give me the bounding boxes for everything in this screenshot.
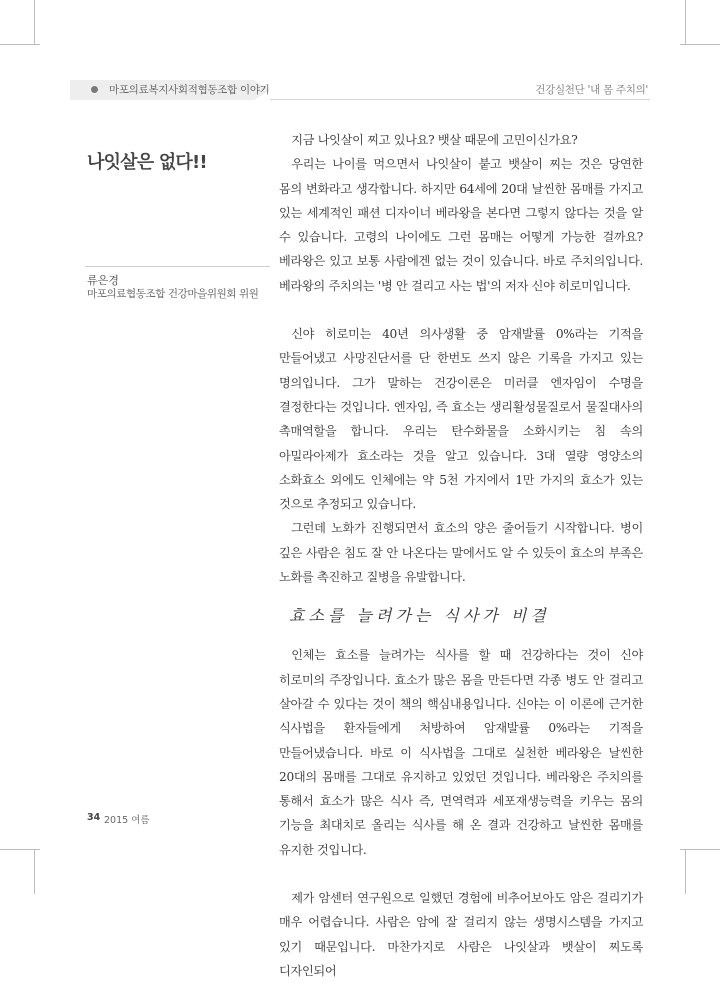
body-paragraph: 제가 암센터 연구원으로 일했던 경험에 비추어보아도 암은 걸리기가 매우 어렵습니다. 사람은 암에 잘 걸리지 않는 생명시스템을 가지고 있기 때문입니다. 마찬가지로 사람은 나잇살과 뱃살이 찌도록 디자인되어: [279, 891, 643, 978]
article-body: [279, 128, 643, 983]
header-rule: [270, 99, 650, 100]
crop-mark: [34, 850, 35, 894]
body-paragraph: 우리는 나이를 먹으면서 나잇살이 붙고 뱃살이 찌는 것은 당연한 몸의 변화라고 생각합니다. 하지만 64세에 20대 날씬한 몸매를 가지고 있는 세계적인 패션 디자이너 베라왕을 본다면 그렇지 않다는 것을 알 수 있습니다. 고령의 나이에도 그런 몸매는 어떻게 가능한 걸까요? 베라왕은 있고 보통 사람에겐 없는 것이 있습니다. 바로 주치의입니다. 베라왕의 주치의는 '병 안 걸리고 사는 법'의 저자 신야 히로미입니다.: [279, 157, 643, 293]
crop-mark: [685, 850, 686, 894]
body-paragraph: 지금 나잇살이 찌고 있나요? 뱃살 때문에 고민이신가요?: [291, 133, 578, 147]
author-name: 류은경: [87, 274, 119, 287]
body-paragraph: 그런데 노화가 진행되면서 효소의 양은 줄어들기 시작합니다. 병이 깊은 사람은 침도 잘 안 나온다는 말에서도 알 수 있듯이 효소의 부족은 노화를 촉진하고 질병을 유발합니다.: [279, 521, 643, 585]
section-heading: 효소를 늘려가는 식사가 비결: [289, 606, 550, 626]
column-title: 건강실천단 '내 몸 주치의': [535, 84, 648, 96]
crop-mark: [34, 0, 35, 44]
author-divider: [85, 266, 270, 267]
page-number: 34: [87, 812, 101, 823]
article-title: 나잇살은 없다!!: [87, 152, 207, 173]
body-paragraph: 인체는 효소를 늘려가는 식사를 할 때 건강하다는 것이 신야 히로미의 주장입니다. 효소가 많은 몸을 만든다면 각종 병도 안 걸리고 살아갈 수 있다는 것이 책의 핵심내용입니다. 신야는 이 이론에 근거한 식사법을 환자들에게 처방하여 암재발률 0%라는 기적을 만들어냈습니다. 바로 이 식사법을 그대로 실천한 베라왕은 날씬한 20대의 몸매를 그대로 유지하고 있었던 것입니다. 베라왕은 주치의를 통해서 효소가 많은 식사 즉, 면역력과 세포재생능력을 키우는 몸의 기능을 최대치로 올리는 식사를 해 온 결과 건강하고 날씬한 몸매를 유지한 것입니다.: [279, 648, 643, 857]
paragraph-gap: [279, 298, 643, 322]
paragraph-gap: [279, 862, 643, 886]
author-role: 마포의료협동조합 건강마을위원회 위원: [87, 288, 259, 300]
bullet-icon: [91, 86, 98, 93]
body-paragraph: 신야 히로미는 40년 의사생활 중 암재발률 0%라는 기적을 만들어냈고 사망진단서를 단 한번도 쓰지 않은 기록을 가지고 있는 명의입니다. 그가 말하는 건강이론은 미러클 엔자임이 수명을 결정한다는 것입니다. 엔자임, 즉 효소는 생리활성물질로서 물질대사의 촉매역할을 합니다. 우리는 탄수화물을 소화시키는 침 속의 아밀라아제가 효소라는 것을 알고 있습니다. 3대 열량 영양소의 소화효소 외에도 인체에는 약 5천 가지에서 1만 가지의 효소가 있는 것으로 추정되고 있습니다.: [279, 327, 643, 512]
issue-label: 2015 여름: [104, 815, 150, 826]
series-title: 마포의료복지사회적협동조합 이야기: [109, 84, 270, 96]
crop-mark: [685, 0, 686, 44]
crop-mark: [0, 44, 40, 45]
crop-mark: [680, 44, 720, 45]
crop-mark: [0, 849, 40, 850]
crop-mark: [680, 849, 720, 850]
